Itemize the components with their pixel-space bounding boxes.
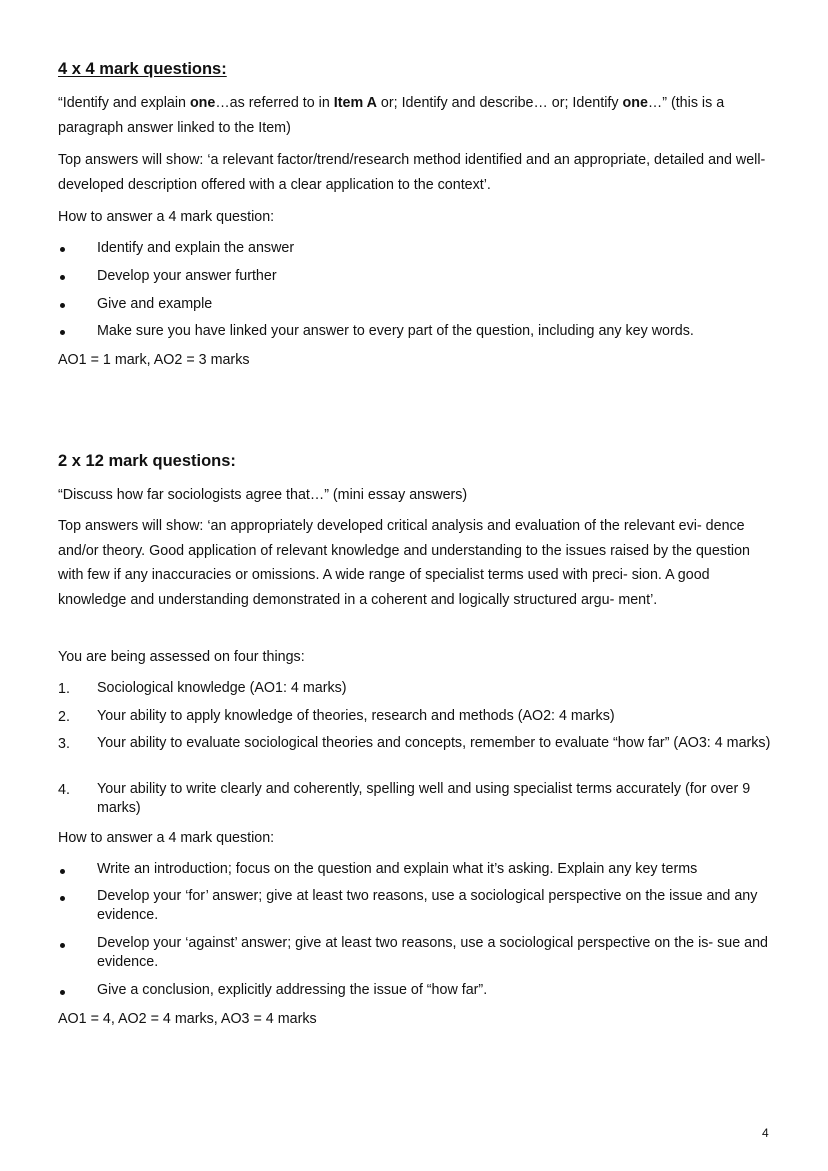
bullet-icon [60, 990, 65, 995]
bullet-icon [60, 247, 65, 252]
marks-allocation-4-mark: AO1 = 1 mark, AO2 = 3 marks [58, 352, 250, 368]
section-heading-4-mark: 4 x 4 mark questions: [58, 60, 227, 78]
question-prompt-4-mark: “Identify and explain one…as referred to in Item A or; Identify and describe… or; Identify one…” (this is a paragraph answer linked to the Item) [58, 95, 725, 136]
bullet-icon [60, 275, 65, 280]
bullet-icon [60, 943, 65, 948]
bullet-icon [60, 896, 65, 901]
how-to-answer-label: How to answer a 4 mark question: [58, 209, 275, 225]
bullet-icon [60, 303, 65, 308]
marks-allocation-12-mark: AO1 = 4, AO2 = 4 marks, AO3 = 4 marks [58, 1011, 317, 1027]
section-heading-12-mark: 2 x 12 mark questions: [58, 452, 236, 470]
assessed-intro-text: You are being assessed on four things: [58, 649, 305, 665]
bullet-icon [60, 869, 65, 874]
how-to-answer-label-2: How to answer a 4 mark question: [58, 830, 275, 846]
top-answers-text-4-mark: Top answers will show: ‘a relevant factor/trend/research method identified and an appropriate, detailed and well-developed description offered with a clear application to the context’. [58, 152, 766, 193]
document-page: 4 x 4 mark questions: “Identify and explain one…as referred to in Item A or; Identify and describe… or; Identify one…” (this is a paragraph answer linked to the Item) Top answers will show: ‘a relevant factor/trend/research method identified and an appropriate, detailed and well-developed description offered with a clear application to the context’. How to answer a 4 mark question: Identify and explain the answer Develop your answer further Give and example Make sure you have linked your answer to every part of the question, including any key words. AO1 = 1 mark, AO2 = 3 marks 2 x 12 mark questions: “Discuss how far sociologists agree that…” (mini essay answers) Top answers will show: ‘an appropriately developed critical analysis and evaluation of the relevant evi- dence and/or theory. Good application of relevant knowledge and understanding to the issues raised by the question with few if any inaccuracies or omissions. A wide range of specialist terms used with preci- sion. A good knowledge and understanding demonstrated in a coherent and logically structured argu- ment’. You are being assessed on four things: 1. Sociological knowledge (AO1: 4 marks) 2. Your ability to apply knowledge of theories, research and methods (AO2: 4 marks) 3. Your ability to evaluate sociological theories and concepts, remember to evaluate “how far” (AO3: 4 marks) 4. Your ability to write clearly and coherently, spelling well and using specialist terms accurately (for over 9 marks) How to answer a 4 mark question: Write an introduction; focus on the question and explain what it’s asking. Explain any key terms Develop your ‘for’ answer; give at least two reasons, use a sociological perspective on the issue and any evidence. Develop your ‘against’ answer; give at least two reasons, use a sociological perspective on the is- sue and evidence. Give a conclusion, explicitly addressing the issue of “how far”. AO1 = 4, AO2 = 4 marks, AO3 = 4 marks 4 [58, 60, 771, 1140]
bullet-icon [60, 330, 65, 335]
page-number: 4 [762, 1126, 769, 1140]
top-answers-text-12-mark: Top answers will show: ‘an appropriately developed critical analysis and evaluation of the relevant evi- dence and/or theory. Good application of relevant knowledge and understanding to the issues raised by the question with few if any inaccuracies or omissions. A wide range of specialist terms used with preci- sion. A good knowledge and understanding demonstrated in a coherent and logically structured argu- ment’. [58, 518, 751, 608]
question-prompt-12-mark: “Discuss how far sociologists agree that…” (mini essay answers) [58, 487, 468, 503]
